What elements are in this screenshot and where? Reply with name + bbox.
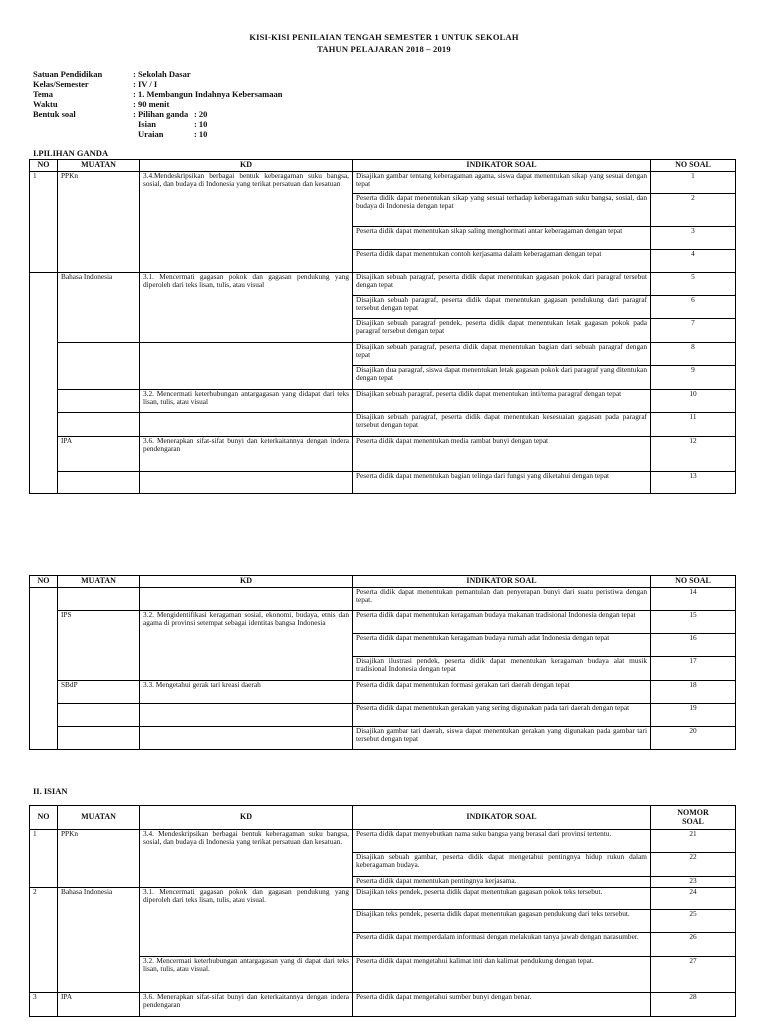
row-indikator: Disajikan sebuah paragraf, peserta didik dapat menentukan gagasan pokok dari paragraf tersebut dengan tepat bbox=[353, 273, 651, 296]
row-muatan-empty bbox=[58, 343, 140, 390]
table-isian bbox=[29, 805, 736, 1017]
row-kd: 3.1. Mencermati gagasan pokok dan gagasan pendukung yang diperoleh dari teks lisan, tulis, atau visual. bbox=[140, 888, 353, 957]
table-row bbox=[30, 413, 736, 437]
row-indikator: Disajikan dua paragraf, siswa dapat menentukan letak gagasan pokok dari paragraf yang ditentukan dengan tepat bbox=[353, 366, 651, 390]
tema-label: Tema bbox=[33, 89, 53, 99]
table-row bbox=[30, 472, 736, 494]
col-kd: KD bbox=[140, 160, 353, 172]
row-kd: 3.4. Mendeskripsikan berbagai bentuk keberagaman suku bangsa, sosial, dan budaya di Indonesia yang terikat persatuan dan kesatuan. bbox=[140, 830, 353, 888]
table-row bbox=[30, 390, 736, 413]
row-muatan-empty bbox=[58, 704, 140, 727]
table-row bbox=[30, 681, 736, 704]
table-row bbox=[30, 273, 736, 296]
row-muatan: PPKn bbox=[58, 830, 140, 888]
row-no-soal: 11 bbox=[651, 413, 736, 437]
row-kd: 3.2. Mencermati keterhubungan antargagasan yang di dapat dari teks lisan, tulis, atau visual. bbox=[140, 957, 353, 993]
row-muatan: IPA bbox=[58, 993, 140, 1017]
row-kd-empty bbox=[140, 343, 353, 390]
uraian-label: Uraian bbox=[137, 129, 164, 139]
kelas-value: : IV / I bbox=[133, 79, 158, 89]
row-muatan-empty bbox=[58, 472, 140, 494]
col-muatan: MUATAN bbox=[58, 160, 140, 172]
row-kd-empty bbox=[140, 472, 353, 494]
row-indikator: Peserta didik dapat menyebutkan nama suku bangsa yang berasal dari provinsi tertentu. bbox=[353, 830, 651, 853]
row-indikator: Peserta didik dapat menentukan contoh kerjasama dalam keberagaman dengan tepat bbox=[353, 250, 651, 273]
row-no-soal: 15 bbox=[651, 611, 736, 634]
row-no-soal: 23 bbox=[651, 877, 736, 888]
row-kd: 3.1. Mencermati gagasan pokok dan gagasan pendukung yang diperoleh dari teks lisan, tulis, atau visual bbox=[140, 273, 353, 343]
row-no-soal: 5 bbox=[651, 273, 736, 296]
row-indikator: Peserta didik dapat menentukan keragaman budaya makanan tradisional Indonesia dengan tepat bbox=[353, 611, 651, 634]
document-title: KISI-KISI PENILAIAN TENGAH SEMESTER 1 UNTUK SEKOLAH bbox=[249, 32, 519, 42]
col-kd: KD bbox=[140, 806, 353, 830]
col-no: NO bbox=[30, 576, 58, 588]
isian-label: Isian bbox=[137, 119, 156, 129]
row-indikator: Disajikan sebuah paragraf pendek, peserta didik dapat menentukan letak gagasan pokok pada paragraf tersebut dengan tepat bbox=[353, 319, 651, 343]
row-no-soal: 24 bbox=[651, 888, 736, 910]
col-nomor-soal-line2: SOAL bbox=[682, 816, 704, 826]
row-muatan-empty bbox=[58, 390, 140, 413]
row-indikator: Disajikan teks pendek, peserta didik dapat menentukan gagasan pokok teks tersebut. bbox=[353, 888, 651, 910]
row-no-soal: 2 bbox=[651, 194, 736, 227]
table-row bbox=[30, 888, 736, 910]
row-no-soal: 8 bbox=[651, 343, 736, 366]
row-indikator: Peserta didik dapat menentukan sikap saling menghormati antar keberagaman dengan tepat bbox=[353, 227, 651, 250]
row-muatan-empty bbox=[58, 727, 140, 750]
row-indikator: Peserta didik dapat menentukan pemantulan dan penyerapan bunyi dari suatu peristiwa dengan tepat. bbox=[353, 588, 651, 611]
row-kd: 3.4.Mendeskripsikan berbagai bentuk keberagaman suku bangsa, sosial, dan budaya di Indonesia yang terikat persatuan dan kesatuan bbox=[140, 172, 353, 273]
row-indikator: Peserta didik dapat menentukan pentingnya kerjasama. bbox=[353, 877, 651, 888]
row-no-soal: 18 bbox=[651, 681, 736, 704]
row-indikator: Peserta didik dapat memperdalam informasi dengan melakukan tanya jawab dengan narasumber. bbox=[353, 933, 651, 957]
bentuk-prefix: : bbox=[133, 109, 138, 119]
col-nomor-soal-line1: NOMOR bbox=[677, 808, 709, 818]
row-no-soal: 1 bbox=[651, 172, 736, 194]
row-indikator: Disajikan gambar tentang keberagaman agama, siswa dapat menentukan sikap yang sesuai dengan tepat bbox=[353, 172, 651, 194]
table-pilihan-ganda-2 bbox=[29, 575, 736, 750]
row-no-soal: 3 bbox=[651, 227, 736, 250]
row-indikator: Disajikan sebuah paragraf, peserta didik dapat menentukan inti/tema paragraf dengan tepat bbox=[353, 390, 651, 413]
col-no: NO bbox=[30, 806, 58, 830]
row-indikator: Disajikan sebuah paragraf, peserta didik dapat menentukan bagian dari sebuah paragraf dengan tepat bbox=[353, 343, 651, 366]
satuan-value: : Sekolah Dasar bbox=[133, 69, 191, 79]
row-indikator: Peserta didik dapat menentukan bagian telinga dari fungsi yang diketahui dengan tepat bbox=[353, 472, 651, 494]
col-kd: KD bbox=[140, 576, 353, 588]
uraian-value: : 10 bbox=[193, 129, 208, 139]
section-pilihan-ganda: I.PILIHAN GANDA bbox=[33, 148, 109, 158]
table-row bbox=[30, 830, 736, 853]
row-no: 2 bbox=[30, 888, 58, 993]
row-no-soal: 10 bbox=[651, 390, 736, 413]
row-indikator: Disajikan sebuah gambar, peserta didik dapat mengetahui pentingnya hidup rukun dalam keberagaman budaya. bbox=[353, 853, 651, 877]
table-row bbox=[30, 611, 736, 634]
row-indikator: Disajikan gambar tari daerah, siswa dapat menentukan gerakan yang digunakan pada gambar tari tersebut dengan tepat bbox=[353, 727, 651, 750]
row-muatan: Bahasa Indonesia bbox=[58, 888, 140, 993]
row-no: 3 bbox=[30, 993, 58, 1017]
row-no-soal: 14 bbox=[651, 588, 736, 611]
row-no-soal: 21 bbox=[651, 830, 736, 853]
row-indikator: Disajikan ilustrasi pendek, peserta didik dapat menentukan keragaman budaya alat musik tradisional Indonesia dengan tepat bbox=[353, 657, 651, 681]
row-no-soal: 19 bbox=[651, 704, 736, 727]
row-kd: 3.3. Mengetahui gerak tari kreasi daerah bbox=[140, 681, 353, 704]
row-no-soal: 17 bbox=[651, 657, 736, 681]
row-indikator: Peserta didik dapat menentukan media rambat bunyi dengan tepat bbox=[353, 437, 651, 472]
row-no-soal: 16 bbox=[651, 634, 736, 657]
row-no-soal: 20 bbox=[651, 727, 736, 750]
kelas-label: Kelas/Semester bbox=[33, 79, 89, 89]
row-no-empty bbox=[30, 588, 58, 750]
row-no-empty bbox=[30, 273, 58, 494]
row-kd: 3.2. Mengidentifikasi keragaman sosial, ekonomi, budaya, etnis dan agama di provinsi setempat sebagai identitas bangsa Indonesia bbox=[140, 611, 353, 681]
row-indikator: Peserta didik dapat menentukan sikap yang sesuai terhadap keberagaman suku bangsa, sosial, dan budaya di Indonesia dengan tepat bbox=[353, 194, 651, 227]
row-indikator: Peserta didik dapat mengetahui kalimat inti dan kalimat pendukung dengan tepat. bbox=[353, 957, 651, 993]
document-subtitle: TAHUN PELAJARAN 2018 – 2019 bbox=[317, 44, 451, 54]
col-nomor-soal bbox=[651, 806, 736, 830]
row-muatan: IPS bbox=[58, 611, 140, 681]
row-no-soal: 25 bbox=[651, 910, 736, 933]
row-kd: 3.2. Mencermati keterhubungan antargagasan yang didapat dari teks lisan, tulis, atau visual bbox=[140, 390, 353, 413]
table-pilihan-ganda-1 bbox=[29, 159, 736, 494]
row-no-soal: 26 bbox=[651, 933, 736, 957]
row-muatan-empty bbox=[58, 413, 140, 437]
row-indikator: Disajikan sebuah paragraf, peserta didik dapat menentukan gagasan pendukung dari paragraf tersebut dengan tepat bbox=[353, 296, 651, 319]
row-muatan-empty bbox=[58, 588, 140, 611]
row-kd-empty bbox=[140, 413, 353, 437]
row-no: 1 bbox=[30, 172, 58, 273]
row-no-soal: 27 bbox=[651, 957, 736, 993]
bentuk-label: Bentuk soal bbox=[33, 109, 76, 119]
isian-value: : 10 bbox=[193, 119, 208, 129]
row-indikator: Disajikan teks pendek, peserta didik dapat menentukan gagasan pendukung dari teks tersebut. bbox=[353, 910, 651, 933]
table-row bbox=[30, 704, 736, 727]
row-no-soal: 9 bbox=[651, 366, 736, 390]
row-kd: 3.6. Menerapkan sifat-sifat bunyi dan keterkaitannya dengan indera pendengaran bbox=[140, 993, 353, 1017]
col-no-soal: NO SOAL bbox=[651, 160, 736, 172]
row-no-soal: 4 bbox=[651, 250, 736, 273]
row-indikator: Peserta didik dapat menentukan formasi gerakan tari daerah dengan tepat bbox=[353, 681, 651, 704]
table-row bbox=[30, 437, 736, 472]
col-indikator: INDIKATOR SOAL bbox=[353, 160, 651, 172]
tema-value: : 1. Membangun Indahnya Kebersamaan bbox=[133, 89, 283, 99]
row-kd-empty bbox=[140, 727, 353, 750]
col-indikator: INDIKATOR SOAL bbox=[353, 576, 651, 588]
row-muatan: PPKn bbox=[58, 172, 140, 273]
row-no-soal: 28 bbox=[651, 993, 736, 1017]
table-row bbox=[30, 727, 736, 750]
row-indikator: Disajikan sebuah paragraf, peserta didik dapat menentukan kesesuaian gagasan pada paragraf tersebut dengan tepat bbox=[353, 413, 651, 437]
row-muatan: Bahasa Indonesia bbox=[58, 273, 140, 343]
col-no-soal: NO SOAL bbox=[651, 576, 736, 588]
row-no-soal: 6 bbox=[651, 296, 736, 319]
row-muatan: IPA bbox=[58, 437, 140, 472]
row-kd: 3.6. Menerapkan sifat-sifat bunyi dan keterkaitannya dengan indera pendengaran bbox=[140, 437, 353, 472]
row-indikator: Peserta didik dapat mengetahui sumber bunyi dengan benar. bbox=[353, 993, 651, 1017]
row-kd-empty bbox=[140, 704, 353, 727]
pg-value: : 20 bbox=[193, 109, 208, 119]
satuan-label: Satuan Pendidikan bbox=[33, 69, 103, 79]
waktu-label: Waktu bbox=[33, 99, 58, 109]
table-row bbox=[30, 588, 736, 611]
table-row bbox=[30, 172, 736, 194]
row-no-soal: 12 bbox=[651, 437, 736, 472]
row-indikator: Peserta didik dapat menentukan keragaman budaya rumah adat Indonesia dengan tepat bbox=[353, 634, 651, 657]
col-muatan: MUATAN bbox=[58, 576, 140, 588]
row-indikator: Peserta didik dapat menentukan gerakan yang sering digunakan pada tari daerah dengan tepat bbox=[353, 704, 651, 727]
row-no-soal: 22 bbox=[651, 853, 736, 877]
waktu-value: : 90 menit bbox=[133, 99, 170, 109]
col-indikator: INDIKATOR SOAL bbox=[353, 806, 651, 830]
section-isian: II. ISIAN bbox=[33, 786, 68, 796]
col-muatan: MUATAN bbox=[58, 806, 140, 830]
row-no: 1 bbox=[30, 830, 58, 888]
col-no: NO bbox=[30, 160, 58, 172]
row-no-soal: 7 bbox=[651, 319, 736, 343]
row-kd-empty bbox=[140, 588, 353, 611]
row-no-soal: 13 bbox=[651, 472, 736, 494]
pg-label: Pilihan ganda bbox=[137, 109, 189, 119]
info-block bbox=[33, 69, 282, 139]
table-row bbox=[30, 343, 736, 366]
table-row bbox=[30, 993, 736, 1017]
row-muatan: SBdP bbox=[58, 681, 140, 704]
